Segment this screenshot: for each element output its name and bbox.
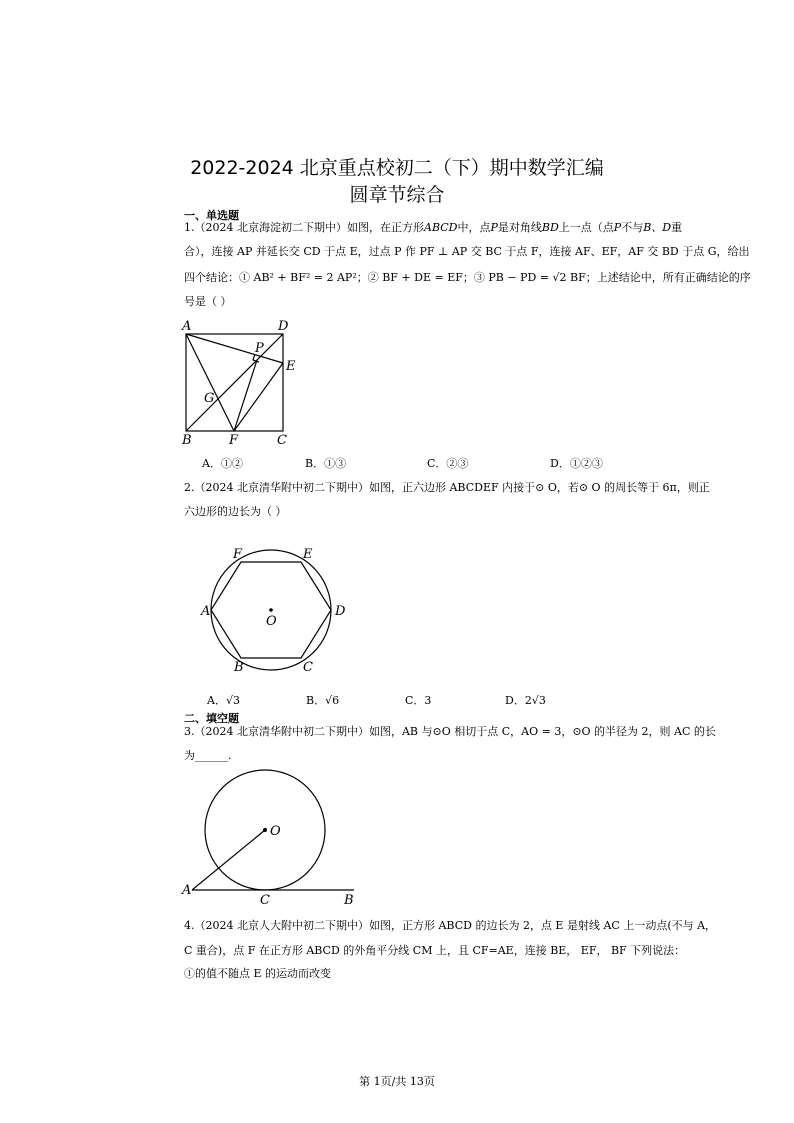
label-b: B <box>234 660 244 675</box>
segment-af <box>186 334 234 431</box>
question-2-line-2: 六边形的边长为（ ） <box>184 505 287 518</box>
label-d: D <box>335 604 346 619</box>
q2-option-a[interactable]: A．√3 <box>207 694 240 707</box>
question-3-line-2: 为______. <box>184 749 232 762</box>
label-e: E <box>286 359 296 374</box>
page-footer: 第 1页/共 13页 <box>359 1075 435 1088</box>
label-b: B <box>182 433 192 448</box>
center-dot-o <box>269 608 273 612</box>
q1-option-b[interactable]: B．①③ <box>305 457 347 470</box>
label-g: G <box>204 391 215 406</box>
question-4-line-1: 4.（2024 北京人大附中初二下期中）如图，正方形 ABCD 的边长为 2，点 E 是射线 AC 上一动点(不与 A， <box>184 919 717 932</box>
q1-option-d[interactable]: D．①②③ <box>550 457 603 470</box>
label-o: O <box>266 614 277 629</box>
q1-text-h: P <box>613 221 622 234</box>
q2-option-c[interactable]: C．3 <box>405 694 432 707</box>
question-2-line-1: 2.（2024 北京清华附中初二下期中）如图，正六边形 ABCDEF 内接于⊙ O，若⊙ O 的周长等于 6π，则正 <box>184 481 710 494</box>
q1-square-figure <box>178 318 308 448</box>
q1-text-c: 中，点 <box>457 221 491 234</box>
section-heading-fill-in: 二、填空题 <box>184 712 239 725</box>
question-1-line-3: 四个结论：① AB² + BF² = 2 AP²；② BF + DE = EF；③ PB − PD = √2 BF；上述结论中，所有正确结论的序 <box>184 271 751 284</box>
q3-tangent-figure <box>178 768 368 908</box>
q1-option-a[interactable]: A．①② <box>202 457 243 470</box>
label-c: C <box>260 893 270 908</box>
q1-text-f: BD <box>541 221 559 234</box>
question-3-line-1: 3.（2024 北京清华附中初二下期中）如图，AB 与⊙O 相切于点 C，AO = 3，⊙O 的半径为 2，则 AC 的长 <box>184 725 716 738</box>
label-b: B <box>344 893 354 908</box>
section-heading-single-choice: 一、单选题 <box>184 209 239 222</box>
question-1-line-2: 合），连接 AP 并延长交 CD 于点 E，过点 P 作 PF ⊥ AP 交 BC 于点 F，连接 AF、EF，AF 交 BD 于点 G，给出 <box>184 245 750 258</box>
q1-text-b: ABCD <box>424 221 458 234</box>
label-d: D <box>278 319 289 334</box>
q1-text-e: 是对角线 <box>497 221 542 234</box>
q2-hexagon-figure <box>198 540 358 680</box>
label-f: F <box>233 547 243 562</box>
question-1-line-1 <box>184 216 762 240</box>
center-dot-o <box>263 828 267 832</box>
q2-option-d[interactable]: D．2√3 <box>505 694 546 707</box>
q1-text-j: B、D <box>643 221 672 234</box>
label-a: A <box>182 319 192 334</box>
label-f: F <box>229 433 239 448</box>
question-4-line-3: ①的值不随点 E 的运动而改变 <box>184 967 332 980</box>
q1-text-g: 上一点（点 <box>558 221 614 234</box>
q1-text-d: P <box>490 221 498 234</box>
page-title: 2022-2024 北京重点校初二（下）期中数学汇编 <box>190 157 604 179</box>
question-1-line-4: 号是（ ） <box>184 295 232 308</box>
label-a: A <box>182 883 192 898</box>
label-c: C <box>277 433 287 448</box>
q1-option-c[interactable]: C．②③ <box>427 457 469 470</box>
segment-ef <box>234 363 283 431</box>
page-subtitle: 圆章节综合 <box>349 184 445 206</box>
question-4-line-2: C 重合)，点 F 在正方形 ABCD 的外角平分线 CM 上，且 CF=AE，连接 BE， EF， BF 下列说法： <box>184 944 686 957</box>
segment-pf <box>234 360 257 431</box>
label-o: O <box>270 824 281 839</box>
q1-text-i: 不与 <box>621 221 644 234</box>
label-p: P <box>255 341 264 356</box>
segment-ao <box>192 830 265 890</box>
q2-option-b[interactable]: B．√6 <box>306 694 340 707</box>
label-a: A <box>201 604 211 619</box>
q1-text-k: 重 <box>671 221 683 234</box>
label-e: E <box>303 547 313 562</box>
q1-text-a: 1.（2024 北京海淀初二下期中）如图，在正方形 <box>184 221 424 234</box>
label-c: C <box>303 660 313 675</box>
